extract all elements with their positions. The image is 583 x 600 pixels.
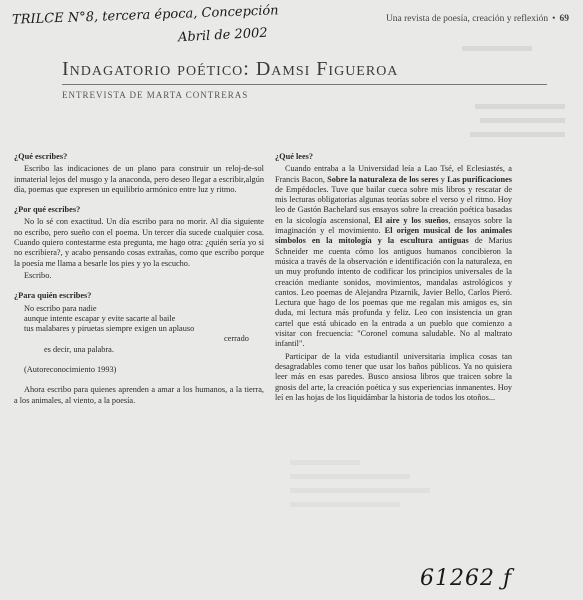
bleed-through-text — [470, 132, 565, 137]
poem-citation: (Autoreconocimiento 1993) — [24, 365, 117, 375]
bleed-through-text — [290, 460, 360, 465]
poem-line: No escribo para nadie — [24, 303, 97, 313]
bleed-through-text — [480, 118, 565, 123]
book-title: El origen musical de los animales símbolos en la mitología y la escultura antiguas — [275, 226, 513, 246]
bleed-through-text — [290, 502, 400, 507]
answer-text: y — [440, 174, 445, 184]
question-heading: ¿Por qué escribes? — [14, 205, 81, 215]
answer-text: Cuando entraba a la Universidad leía a Lao Tsé, el Eclesiastés, a Francis Bacon, — [275, 164, 512, 184]
answer-paragraph: Escribo las indicaciones de un plano para construir un reloj-de-sol inmaterial lejos del musgo y la anaconda, pero deseo llegar a escribir,algún día, poemas que expresen un equilibrio armónico entre luz y ritmo. — [14, 164, 264, 194]
poem-line: cerrado — [224, 334, 249, 344]
answer-paragraph: No lo sé con exactitud. Un día escribo para no morir. Al día siguiente no escribo, pero sueño con el poema. Un tercer día sucede cualquier cosa. Cuando quiero contestarme esta pregunta, me hago otra: ¿quién sería yo si no escribiera?, y acabo pensando cosas extrañas, como que escribo porque la poesía me llama a besarle los pies y yo la escucho. — [14, 217, 264, 268]
handwritten-catalog-number: 61262 ƒ — [420, 566, 513, 591]
answer-paragraph: Participar de la vida estudiantil universitaria implica cosas tan desagradables como tener que usar los baños públicos. Ya no quisiera leer más en esas paredes. Busco ansiosa libros que traicen sobre la gnosis del arte, la creación poética y sus experiencias inmanentes. Hoy leí en las hojas de los liquidámbar la historia de todos los otoños... — [275, 351, 512, 402]
right-column — [275, 152, 512, 405]
header-bullet: • — [552, 14, 556, 24]
bleed-through-text — [290, 474, 410, 479]
running-header — [386, 14, 569, 24]
question-heading: ¿Para quién escribes? — [14, 291, 92, 301]
bleed-through-text — [475, 104, 565, 109]
book-title: Las purificaciones — [447, 174, 513, 184]
poem-line: es decir, una palabra. — [44, 344, 114, 354]
answer-paragraph: Escribo. — [24, 270, 52, 280]
book-title: Sobre la naturaleza de los seres — [327, 174, 439, 184]
article-subtitle: ENTREVISTA DE MARTA CONTRERAS — [62, 90, 249, 100]
bleed-through-text — [462, 46, 532, 51]
handwritten-date-note: Abril de 2002 — [177, 25, 268, 46]
poem-line: tus malabares y piruetas siempre exigen un aplauso — [24, 324, 195, 334]
answer-text: de Empédocles. Tuve que bailar cueca sobre mis libros y rescatar de mis lecturas obligatorias algunas teorías sobre el verso y el ritmo. Hoy leo de Gastón Bachelard sus ensayos sobre la creación poética basadas en la sicología ascensional, — [275, 184, 512, 225]
answer-paragraph: Ahora escribo para quienes aprenden a amar a los humanos, a la tierra, a los animales, al viento, a la poesía. — [14, 385, 264, 405]
poem-block — [14, 304, 264, 386]
poem-line: aunque intente escapar y evite sacarte al baile — [24, 313, 176, 323]
answer-paragraph — [275, 164, 512, 349]
book-title: El aire y los sueños — [374, 215, 449, 225]
page-number: 69 — [559, 14, 569, 24]
answer-text: de Marius Schneider me cuenta cómo los antiguos humanos concibieron la música a través de la observación e identificación con la naturaleza, en un muy profundo intento de codificar los principios universales de la creación mediante sonidos, movimientos, mandalas astrológicos y cantos. Leo poemas de Alejandra Pizarnik, Javier Bello, Carlos Pieró. Lectura que hago de los poemas que me regalan mis amigos es, sin duda, mi lectura más profunda y feliz. Leo con insistencia un gran cartel que está ubicado en la entrada a un pueblo que comienzo a visitar con frecuencia: "Coronel comuna saludable. No al maltrato infantil". — [275, 236, 513, 349]
title-divider — [62, 84, 547, 85]
question-heading: ¿Qué lees? — [275, 152, 314, 161]
running-title: Una revista de poesía, creación y reflexión — [385, 14, 549, 24]
answer-text: , ensayos sobre la imaginación y el movimiento. — [275, 215, 512, 236]
left-column — [14, 152, 264, 408]
bleed-through-text — [290, 488, 430, 493]
handwritten-source-note: TRILCE N°8, tercera época, Concepción — [11, 3, 279, 28]
article-title: Indagatorio poético: Damsi Figueroa — [62, 58, 399, 80]
question-heading: ¿Qué escribes? — [14, 152, 68, 161]
